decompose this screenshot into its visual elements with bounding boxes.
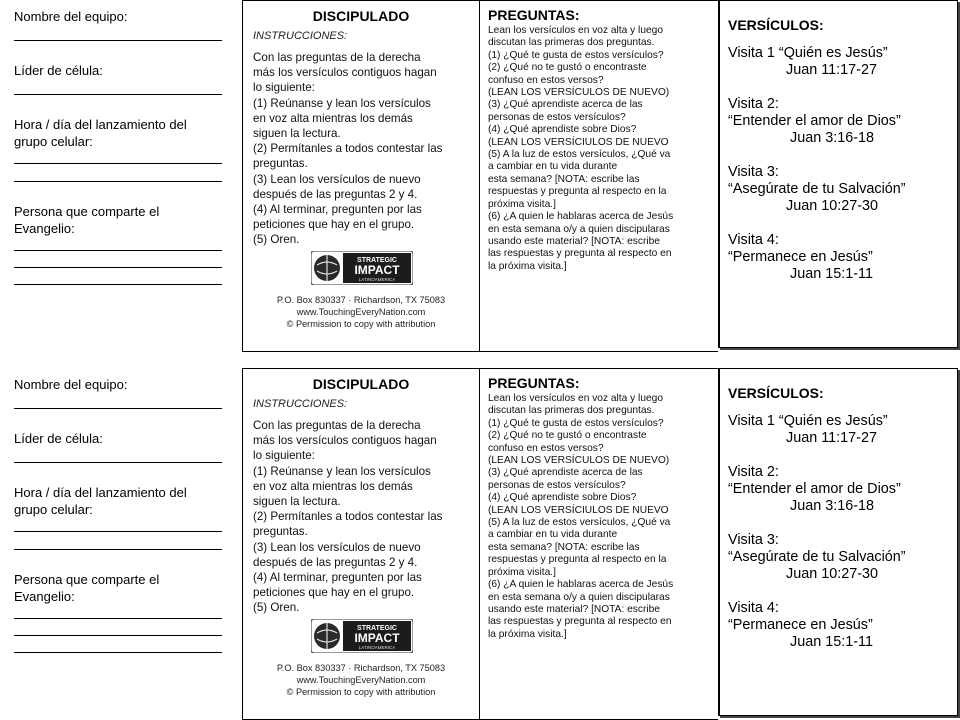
instruction-line: lo siguiente: bbox=[253, 449, 315, 463]
instruction-line: (3) Lean los versículos de nuevo bbox=[253, 540, 421, 554]
question-line: confuso en estos versos? bbox=[488, 74, 604, 86]
question-line: (2) ¿Qué no te gustó o encontraste bbox=[488, 430, 647, 442]
question-line: confuso en estos versos? bbox=[488, 442, 604, 454]
team-info-column bbox=[4, 0, 242, 352]
footer-website: www.TouchingEveryNation.com bbox=[296, 675, 426, 685]
instruction-line: más los versículos contiguos hagan bbox=[253, 66, 437, 80]
logo-text-latinoamerica: LATINOAMERICA bbox=[358, 645, 396, 650]
preguntas-column bbox=[480, 368, 718, 720]
visit-2-label: Visita 2: bbox=[728, 96, 779, 112]
launch-label: Hora / día del lanzamiento del bbox=[14, 485, 187, 500]
question-line: en esta semana o/y a quien discipularas bbox=[488, 223, 670, 235]
visit-1-ref: Juan 11:17-27 bbox=[786, 62, 877, 78]
preguntas-column bbox=[480, 0, 718, 352]
logo-text-impact: IMPACT bbox=[354, 263, 400, 277]
instruction-line: después de las preguntas 2 y 4. bbox=[253, 555, 418, 569]
question-line: esta semana? [NOTA: escribe las bbox=[488, 173, 640, 185]
instruction-line: en voz alta mientras los demás bbox=[253, 479, 413, 493]
question-line: próxima visita.] bbox=[488, 198, 556, 210]
visit-4-title: “Permanece en Jesús” bbox=[728, 249, 873, 265]
question-line: (1) ¿Qué te gusta de estos versículos? bbox=[488, 417, 664, 429]
visit-1-ref: Juan 11:17-27 bbox=[786, 430, 877, 446]
visit-4-label: Visita 4: bbox=[728, 232, 779, 248]
instruction-line: siguen la lectura. bbox=[253, 495, 341, 509]
presenter-label-cont: Evangelio: bbox=[14, 221, 75, 236]
instructions-body bbox=[253, 418, 469, 616]
instructions-body bbox=[253, 50, 469, 248]
instruction-line: (4) Al terminar, pregunten por las bbox=[253, 571, 422, 585]
question-line: discutan las primeras dos preguntas. bbox=[488, 37, 655, 49]
cell-leader-label: Líder de célula: bbox=[14, 63, 103, 78]
question-line: Lean los versículos en voz alta y luego bbox=[488, 25, 663, 36]
presenter-line-3 bbox=[14, 652, 222, 653]
question-line: la próxima visita.] bbox=[488, 260, 567, 272]
versiculos-column bbox=[718, 368, 958, 716]
instruction-line: después de las preguntas 2 y 4. bbox=[253, 187, 418, 201]
visit-3-title: “Asegúrate de tu Salvación” bbox=[728, 181, 906, 197]
question-line: (LEAN LOS VERSÍCIULOS DE NUEVO bbox=[488, 136, 669, 148]
instructions-heading: INSTRUCCIONES: bbox=[253, 30, 348, 42]
versiculos-title: VERSÍCULOS: bbox=[728, 17, 824, 33]
question-line: (4) ¿Qué aprendiste sobre Dios? bbox=[488, 124, 637, 136]
question-line: en esta semana o/y a quien discipularas bbox=[488, 591, 670, 603]
footer-address: P.O. Box 830337 · Richardson, TX 75083 bbox=[276, 663, 446, 673]
question-line: (5) A la luz de estos versículos, ¿Qué va bbox=[488, 517, 671, 529]
instruction-line: (1) Reúnanse y lean los versículos bbox=[253, 96, 431, 110]
footer-permission: © Permission to copy with attribution bbox=[286, 319, 436, 329]
presenter-label-cont: Evangelio: bbox=[14, 589, 75, 604]
launch-label: Hora / día del lanzamiento del bbox=[14, 117, 187, 132]
question-line: respuestas y pregunta al respecto en la bbox=[488, 554, 667, 566]
cell-leader-label: Líder de célula: bbox=[14, 431, 103, 446]
question-line: (3) ¿Qué aprendiste acerca de las bbox=[488, 467, 643, 479]
question-line: usando este material? [NOTA: escribe bbox=[488, 235, 660, 247]
question-line: Lean los versículos en voz alta y luego bbox=[488, 393, 663, 404]
preguntas-title: PREGUNTAS: bbox=[488, 7, 580, 23]
versiculos-title: VERSÍCULOS: bbox=[728, 385, 824, 401]
footer-permission: © Permission to copy with attribution bbox=[286, 687, 436, 697]
strategic-impact-logo bbox=[311, 251, 413, 285]
question-line: las respuestas y pregunta al respecto en bbox=[488, 616, 672, 628]
question-line: personas de estos versículos? bbox=[488, 111, 626, 123]
question-line: la próxima visita.] bbox=[488, 628, 567, 640]
question-line: (6) ¿A quien le hablaras acerca de Jesús bbox=[488, 579, 674, 591]
instruction-line: en voz alta mientras los demás bbox=[253, 111, 413, 125]
visit-2-title: “Entender el amor de Dios” bbox=[728, 481, 901, 497]
question-line: (LEAN LOS VERSÍCIULOS DE NUEVO bbox=[488, 504, 669, 516]
instruction-line: peticiones que hay en el grupo. bbox=[253, 218, 415, 232]
visit-3-title: “Asegúrate de tu Salvación” bbox=[728, 549, 906, 565]
instruction-line: (3) Lean los versículos de nuevo bbox=[253, 172, 421, 186]
question-line: (3) ¿Qué aprendiste acerca de las bbox=[488, 99, 643, 111]
launch-label-cont: grupo celular: bbox=[14, 134, 93, 149]
presenter-label: Persona que comparte el bbox=[14, 572, 160, 587]
logo-text-latinoamerica: LATINOAMERICA bbox=[358, 277, 396, 282]
question-line: usando este material? [NOTA: escribe bbox=[488, 603, 660, 615]
instruction-line: preguntas. bbox=[253, 525, 308, 539]
discipleship-card-bottom bbox=[0, 368, 960, 720]
discipulado-title: DISCIPULADO bbox=[312, 8, 410, 24]
visit-3-ref: Juan 10:27-30 bbox=[786, 566, 879, 582]
presenter-label: Persona que comparte el bbox=[14, 204, 160, 219]
preguntas-title: PREGUNTAS: bbox=[488, 375, 580, 391]
instructions-heading: INSTRUCCIONES: bbox=[253, 398, 348, 410]
instruction-line: preguntas. bbox=[253, 157, 308, 171]
question-line: personas de estos versículos? bbox=[488, 479, 626, 491]
questions-body bbox=[488, 393, 710, 641]
instruction-line: lo siguiente: bbox=[253, 81, 315, 95]
instruction-line: más los versículos contiguos hagan bbox=[253, 434, 437, 448]
instruction-line: Con las preguntas de la derecha bbox=[253, 51, 421, 64]
instruction-line: (5) Oren. bbox=[253, 601, 300, 615]
instruction-line: Con las preguntas de la derecha bbox=[253, 419, 421, 432]
question-line: próxima visita.] bbox=[488, 566, 556, 578]
discipulado-column bbox=[242, 0, 480, 352]
questions-body bbox=[488, 25, 710, 273]
instruction-line: (4) Al terminar, pregunten por las bbox=[253, 203, 422, 217]
discipleship-card-top bbox=[0, 0, 960, 352]
visit-4-title: “Permanece en Jesús” bbox=[728, 617, 873, 633]
instruction-line: (2) Permítanles a todos contestar las bbox=[253, 510, 443, 524]
strategic-impact-logo bbox=[311, 619, 413, 653]
question-line: a cambiar en tu vida durante bbox=[488, 161, 618, 173]
visit-2-label: Visita 2: bbox=[728, 464, 779, 480]
question-line: (6) ¿A quien le hablaras acerca de Jesús bbox=[488, 211, 674, 223]
question-line: esta semana? [NOTA: escribe las bbox=[488, 541, 640, 553]
instruction-line: siguen la lectura. bbox=[253, 127, 341, 141]
footer-website: www.TouchingEveryNation.com bbox=[296, 307, 426, 317]
launch-label-cont: grupo celular: bbox=[14, 502, 93, 517]
visit-4-label: Visita 4: bbox=[728, 600, 779, 616]
question-line: (LEAN LOS VERSÍCULOS DE NUEVO) bbox=[488, 87, 670, 99]
question-line: (4) ¿Qué aprendiste sobre Dios? bbox=[488, 492, 637, 504]
visit-4-ref: Juan 15:1-11 bbox=[790, 634, 873, 650]
contact-footer bbox=[243, 662, 479, 698]
question-line: (2) ¿Qué no te gustó o encontraste bbox=[488, 62, 647, 74]
visit-3-label: Visita 3: bbox=[728, 164, 779, 180]
logo-text-strategic: STRATEGIC bbox=[357, 625, 397, 632]
discipulado-title: DISCIPULADO bbox=[312, 376, 410, 392]
instruction-line: peticiones que hay en el grupo. bbox=[253, 586, 415, 600]
visit-1-title: Visita 1 “Quién es Jesús” bbox=[728, 413, 888, 429]
footer-address: P.O. Box 830337 · Richardson, TX 75083 bbox=[276, 295, 446, 305]
logo-text-strategic: STRATEGIC bbox=[357, 257, 397, 264]
contact-footer bbox=[243, 294, 479, 330]
visit-3-ref: Juan 10:27-30 bbox=[786, 198, 879, 214]
versiculos-column bbox=[718, 0, 958, 348]
logo-text-impact: IMPACT bbox=[354, 631, 400, 645]
team-name-label: Nombre del equipo: bbox=[14, 9, 128, 24]
team-info-column bbox=[4, 368, 242, 720]
team-name-label: Nombre del equipo: bbox=[14, 377, 128, 392]
instruction-line: (2) Permítanles a todos contestar las bbox=[253, 142, 443, 156]
presenter-line-3 bbox=[14, 284, 222, 285]
discipulado-column bbox=[242, 368, 480, 720]
visit-2-ref: Juan 3:16-18 bbox=[790, 130, 875, 146]
question-line: (LEAN LOS VERSÍCULOS DE NUEVO) bbox=[488, 455, 670, 467]
question-line: las respuestas y pregunta al respecto en bbox=[488, 248, 672, 260]
question-line: respuestas y pregunta al respecto en la bbox=[488, 186, 667, 198]
question-line: discutan las primeras dos preguntas. bbox=[488, 405, 655, 417]
visit-2-ref: Juan 3:16-18 bbox=[790, 498, 875, 514]
question-line: a cambiar en tu vida durante bbox=[488, 529, 618, 541]
question-line: (1) ¿Qué te gusta de estos versículos? bbox=[488, 49, 664, 61]
question-line: (5) A la luz de estos versículos, ¿Qué va bbox=[488, 149, 671, 161]
instruction-line: (5) Oren. bbox=[253, 233, 300, 247]
visit-4-ref: Juan 15:1-11 bbox=[790, 266, 873, 282]
visit-1-title: Visita 1 “Quién es Jesús” bbox=[728, 45, 888, 61]
visit-2-title: “Entender el amor de Dios” bbox=[728, 113, 901, 129]
instruction-line: (1) Reúnanse y lean los versículos bbox=[253, 464, 431, 478]
visit-3-label: Visita 3: bbox=[728, 532, 779, 548]
